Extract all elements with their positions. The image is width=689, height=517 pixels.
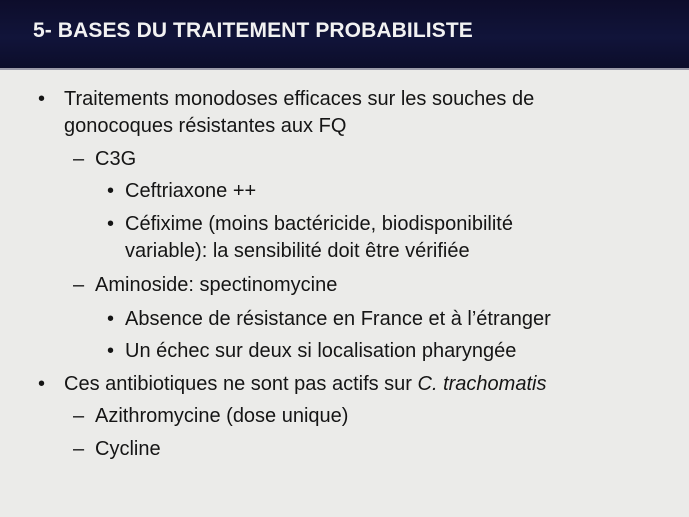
sub-item-text: C3G xyxy=(95,148,137,170)
bullet-text-italic: C. trachomatis xyxy=(417,373,547,395)
bullet-text-continuation: gonocoques résistantes aux FQ xyxy=(64,115,347,137)
bullet-text xyxy=(64,371,546,398)
bullet-marker: • xyxy=(107,308,115,330)
sub-sub-item-text: Un échec sur deux si localisation pharyngée xyxy=(125,340,517,362)
sub-item-text: Aminoside: spectinomycine xyxy=(95,274,338,296)
dash-marker: – xyxy=(73,148,85,170)
bullet-marker: • xyxy=(107,180,115,202)
bullet-text: Traitements monodoses efficaces sur les souches de xyxy=(64,88,535,110)
sub-sub-item-text: Céfixime (moins bactéricide, biodisponibilité xyxy=(125,213,513,235)
dash-marker: – xyxy=(73,405,85,427)
bullet-marker: • xyxy=(107,213,115,235)
slide-title: 5- BASES DU TRAITEMENT PROBABILISTE xyxy=(33,19,473,42)
bullet-marker: • xyxy=(38,373,46,395)
bullet-text-plain: Ces antibiotiques ne sont pas actifs sur xyxy=(64,373,418,395)
sub-sub-item-text: Ceftriaxone ++ xyxy=(125,180,257,202)
title-bar xyxy=(0,0,689,70)
sub-sub-item-text-continuation: variable): la sensibilité doit être vérifiée xyxy=(125,240,470,262)
sub-item-text: Azithromycine (dose unique) xyxy=(95,405,349,427)
dash-marker: – xyxy=(73,438,85,460)
bullet-marker: • xyxy=(38,88,46,110)
sub-item-text: Cycline xyxy=(95,438,161,460)
bullet-marker: • xyxy=(107,340,115,362)
sub-sub-item-text: Absence de résistance en France et à l’étranger xyxy=(125,308,551,330)
dash-marker: – xyxy=(73,274,85,296)
